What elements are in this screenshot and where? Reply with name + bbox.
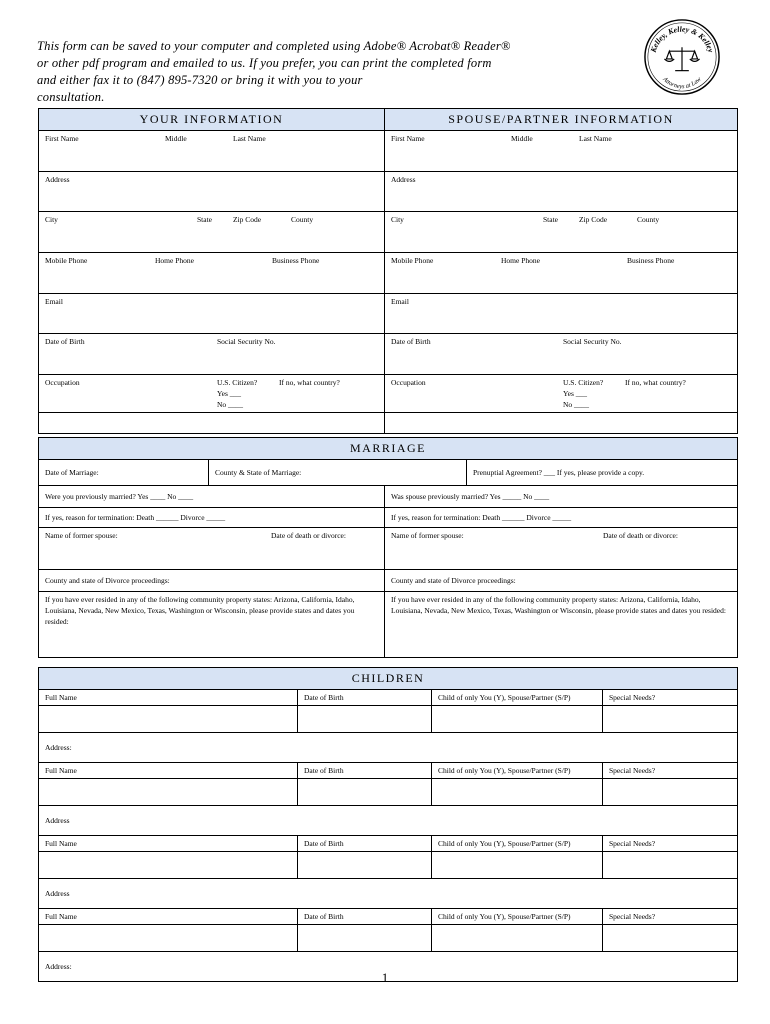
your-name-field[interactable]: First Name Middle Last Name — [39, 131, 385, 172]
marriage-header: MARRIAGE — [39, 438, 738, 460]
spouse-termination-reason-field[interactable]: If yes, reason for termination: Death ______ Divorce _____ — [385, 508, 738, 528]
spouse-email-field[interactable]: Email — [385, 294, 738, 334]
your-information-header: YOUR INFORMATION — [39, 109, 385, 131]
child-child-of-input[interactable] — [432, 779, 603, 806]
spouse-dob-ssn-field[interactable]: Date of Birth Social Security No. — [385, 334, 738, 375]
spouse-community-property-field[interactable]: If you have ever resided in any of the following community property states: Arizona, California, Idaho, Louisiana, Nevada, New Mexico, Texas, Washington or Wisconsin, please provide states and dates you resided: — [385, 592, 738, 658]
your-dob-ssn-field[interactable]: Date of Birth Social Security No. — [39, 334, 385, 375]
marriage-date-field[interactable]: Date of Marriage: — [39, 460, 209, 486]
child-dob-input[interactable] — [298, 852, 432, 879]
spouse-former-spouse-field[interactable]: Name of former spouse: Date of death or divorce: — [385, 528, 738, 570]
child-dob-input[interactable] — [298, 779, 432, 806]
child-name-input[interactable] — [39, 852, 298, 879]
child-dob-label: Date of Birth — [298, 763, 432, 779]
child-name-input[interactable] — [39, 706, 298, 733]
spouse-information-header: SPOUSE/PARTNER INFORMATION — [385, 109, 738, 131]
your-occupation-field[interactable]: Occupation U.S. Citizen? If no, what country? Yes ___ No ____ — [39, 375, 385, 413]
marriage-county-state-field[interactable]: County & State of Marriage: — [209, 460, 467, 486]
child-child-of-label: Child of only You (Y), Spouse/Partner (S/P) — [432, 690, 603, 706]
your-citizen-yes[interactable]: Yes ___ — [217, 389, 242, 398]
your-email-field[interactable]: Email — [39, 294, 385, 334]
child-header-row — [39, 836, 738, 852]
child-header-row — [39, 690, 738, 706]
child-value-row — [39, 925, 738, 952]
intro-line-2: or other pdf program and emailed to us. If you prefer, you can print the completed form — [37, 56, 492, 70]
intro-line-3: and either fax it to (847) 895-7320 or bring it with you to your — [37, 73, 363, 87]
child-full-name-label: Full Name — [39, 763, 298, 779]
child-special-label: Special Needs? — [603, 763, 738, 779]
you-previously-married-field[interactable]: Were you previously married? Yes ____ No ____ — [39, 486, 385, 508]
you-former-spouse-field[interactable]: Name of former spouse: Date of death or divorce: — [39, 528, 385, 570]
your-citizen-no[interactable]: No ____ — [217, 400, 244, 409]
children-table — [38, 667, 738, 982]
child-dob-input[interactable] — [298, 706, 432, 733]
spouse-previously-married-field[interactable]: Was spouse previously married? Yes _____ No ____ — [385, 486, 738, 508]
law-firm-seal-logo — [643, 18, 721, 96]
child-value-row — [39, 779, 738, 806]
child-full-name-label: Full Name — [39, 836, 298, 852]
spouse-name-field[interactable]: First Name Middle Last Name — [385, 131, 738, 172]
child-address-field[interactable]: Address — [39, 806, 738, 836]
spouse-occupation-field[interactable]: Occupation U.S. Citizen? If no, what country? Yes ___ No ____ — [385, 375, 738, 413]
child-child-of-label: Child of only You (Y), Spouse/Partner (S/P) — [432, 909, 603, 925]
you-termination-reason-field[interactable]: If yes, reason for termination: Death ______ Divorce _____ — [39, 508, 385, 528]
spouse-divorce-county-field[interactable]: County and state of Divorce proceedings: — [385, 570, 738, 592]
your-blank-row — [39, 413, 385, 434]
child-special-needs-input[interactable] — [603, 852, 738, 879]
child-child-of-input[interactable] — [432, 706, 603, 733]
your-phone-field[interactable]: Mobile Phone Home Phone Business Phone — [39, 253, 385, 294]
child-dob-label: Date of Birth — [298, 909, 432, 925]
child-special-needs-input[interactable] — [603, 925, 738, 952]
child-name-input[interactable] — [39, 925, 298, 952]
spouse-blank-row — [385, 413, 738, 434]
spouse-city-field[interactable]: City State Zip Code County — [385, 212, 738, 253]
spouse-citizen-yes[interactable]: Yes ___ — [563, 389, 588, 398]
intro-line-1: This form can be saved to your computer and completed using Adobe® Acrobat® Reader® — [37, 39, 511, 53]
child-address-field[interactable]: Address — [39, 879, 738, 909]
svg-text:Kelley, Kelley & Kelley: Kelley, Kelley & Kelley — [648, 24, 716, 54]
page-number: 1 — [381, 970, 389, 985]
child-dob-label: Date of Birth — [298, 690, 432, 706]
scales-icon — [664, 47, 699, 70]
prenup-field[interactable]: Prenuptial Agreement? ___ If yes, please provide a copy. — [467, 460, 738, 486]
child-header-row — [39, 909, 738, 925]
child-name-input[interactable] — [39, 779, 298, 806]
marriage-table — [38, 437, 738, 658]
you-divorce-county-field[interactable]: County and state of Divorce proceedings: — [39, 570, 385, 592]
child-special-needs-input[interactable] — [603, 779, 738, 806]
child-special-label: Special Needs? — [603, 909, 738, 925]
child-special-label: Special Needs? — [603, 836, 738, 852]
children-header: CHILDREN — [39, 668, 738, 690]
spouse-citizen-no[interactable]: No ____ — [563, 400, 590, 409]
child-child-of-input[interactable] — [432, 925, 603, 952]
child-address-field[interactable]: Address: — [39, 952, 738, 982]
child-full-name-label: Full Name — [39, 690, 298, 706]
spouse-phone-field[interactable]: Mobile Phone Home Phone Business Phone — [385, 253, 738, 294]
child-special-label: Special Needs? — [603, 690, 738, 706]
child-header-row — [39, 763, 738, 779]
your-city-field[interactable]: City State Zip Code County — [39, 212, 385, 253]
child-dob-label: Date of Birth — [298, 836, 432, 852]
child-child-of-label: Child of only You (Y), Spouse/Partner (S/P) — [432, 836, 603, 852]
intro-text — [37, 38, 637, 106]
spouse-address-field[interactable]: Address — [385, 172, 738, 212]
child-special-needs-input[interactable] — [603, 706, 738, 733]
your-address-field[interactable]: Address — [39, 172, 385, 212]
child-dob-input[interactable] — [298, 925, 432, 952]
child-address-field[interactable]: Address: — [39, 733, 738, 763]
intro-line-4: consultation. — [37, 90, 105, 104]
you-community-property-field[interactable]: If you have ever resided in any of the following community property states: Arizona, California, Idaho, Louisiana, Nevada, New Mexico, Texas, Washington or Wisconsin, please provide states and dates you resided: — [39, 592, 385, 658]
svg-text:Attorneys at Law: Attorneys at Law — [661, 75, 703, 91]
child-child-of-input[interactable] — [432, 852, 603, 879]
personal-info-table — [38, 108, 738, 434]
child-full-name-label: Full Name — [39, 909, 298, 925]
child-value-row — [39, 706, 738, 733]
child-value-row — [39, 852, 738, 879]
child-child-of-label: Child of only You (Y), Spouse/Partner (S/P) — [432, 763, 603, 779]
